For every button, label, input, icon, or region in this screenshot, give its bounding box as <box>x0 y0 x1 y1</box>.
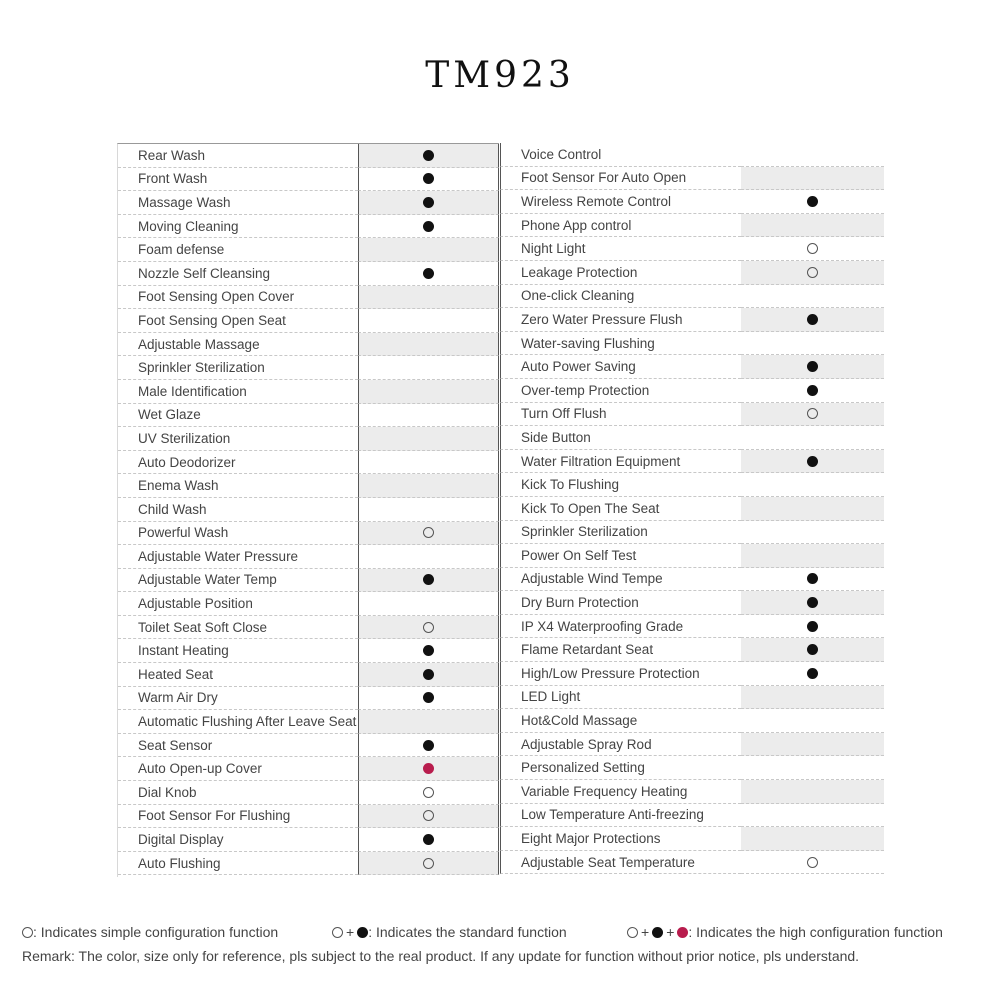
table-row <box>500 355 884 379</box>
hollow-circle-icon <box>807 408 818 419</box>
feature-label: Child Wash <box>118 498 358 522</box>
feature-mark-cell <box>358 451 499 475</box>
filled-circle-icon <box>423 645 434 656</box>
feature-label: Power On Self Test <box>500 544 741 568</box>
table-row <box>118 168 499 192</box>
plus-sign: + <box>346 924 355 940</box>
table-row <box>500 686 884 710</box>
filled-circle-icon <box>423 150 434 161</box>
feature-table-right <box>500 143 884 876</box>
table-row <box>500 733 884 757</box>
feature-label: Dry Burn Protection <box>500 591 741 615</box>
table-row <box>500 521 884 545</box>
filled-circle-icon <box>423 197 434 208</box>
feature-label: Leakage Protection <box>500 261 741 285</box>
table-row <box>118 498 499 522</box>
table-row <box>500 851 884 875</box>
table-row <box>500 143 884 167</box>
legend <box>22 924 982 964</box>
plus-sign: + <box>666 924 675 940</box>
table-row <box>118 592 499 616</box>
filled-circle-icon <box>423 740 434 751</box>
feature-label: Warm Air Dry <box>118 687 358 711</box>
feature-mark-cell <box>741 709 884 733</box>
table-row <box>118 710 499 734</box>
filled-circle-icon <box>423 692 434 703</box>
filled-circle-icon <box>652 927 663 938</box>
feature-label: Adjustable Water Temp <box>118 569 358 593</box>
feature-label: Adjustable Position <box>118 592 358 616</box>
table-row <box>118 639 499 663</box>
feature-label: Voice Control <box>500 143 741 167</box>
feature-label: Male Identification <box>118 380 358 404</box>
table-row <box>500 473 884 497</box>
feature-mark-cell <box>741 615 884 639</box>
table-row <box>118 380 499 404</box>
table-row <box>500 756 884 780</box>
feature-label: Turn Off Flush <box>500 403 741 427</box>
feature-label: LED Light <box>500 686 741 710</box>
legend-line <box>22 924 982 946</box>
hollow-circle-icon <box>332 927 343 938</box>
feature-label: Zero Water Pressure Flush <box>500 308 741 332</box>
table-row <box>118 356 499 380</box>
feature-mark-cell <box>358 757 499 781</box>
feature-mark-cell <box>741 756 884 780</box>
feature-mark-cell <box>358 286 499 310</box>
feature-mark-cell <box>741 190 884 214</box>
feature-mark-cell <box>741 214 884 238</box>
feature-mark-cell <box>358 191 499 215</box>
table-row <box>118 404 499 428</box>
filled-circle-icon <box>807 597 818 608</box>
feature-mark-cell <box>358 639 499 663</box>
feature-label: Foot Sensing Open Seat <box>118 309 358 333</box>
table-row <box>118 781 499 805</box>
filled-circle-icon <box>423 268 434 279</box>
feature-label: Adjustable Wind Tempe <box>500 568 741 592</box>
feature-label: Instant Heating <box>118 639 358 663</box>
feature-mark-cell <box>741 308 884 332</box>
table-row <box>118 828 499 852</box>
table-row <box>500 426 884 450</box>
feature-mark-cell <box>358 262 499 286</box>
table-row <box>500 804 884 828</box>
table-row <box>500 568 884 592</box>
feature-label: Auto Open-up Cover <box>118 757 358 781</box>
feature-mark-cell <box>358 404 499 428</box>
table-row <box>500 544 884 568</box>
feature-mark-cell <box>741 403 884 427</box>
feature-label: Auto Power Saving <box>500 355 741 379</box>
table-row <box>500 190 884 214</box>
feature-label: Low Temperature Anti-freezing <box>500 804 741 828</box>
table-row <box>118 616 499 640</box>
hollow-circle-icon <box>627 927 638 938</box>
feature-label: Adjustable Seat Temperature <box>500 851 741 875</box>
table-row <box>500 709 884 733</box>
feature-mark-cell <box>741 591 884 615</box>
table-row <box>500 167 884 191</box>
feature-label: Sprinkler Sterilization <box>500 521 741 545</box>
legend-standard-text: : Indicates the standard function <box>368 924 567 940</box>
table-row <box>500 214 884 238</box>
table-row <box>118 687 499 711</box>
feature-mark-cell <box>741 827 884 851</box>
table-row <box>500 261 884 285</box>
feature-label: Adjustable Water Pressure <box>118 545 358 569</box>
feature-mark-cell <box>741 473 884 497</box>
legend-high-text: : Indicates the high configuration function <box>688 924 943 940</box>
plus-sign: + <box>641 924 650 940</box>
feature-mark-cell <box>741 662 884 686</box>
feature-label: High/Low Pressure Protection <box>500 662 741 686</box>
feature-mark-cell <box>358 333 499 357</box>
feature-label: Automatic Flushing After Leave Seat <box>118 710 358 734</box>
table-row <box>118 427 499 451</box>
table-row <box>500 285 884 309</box>
filled-circle-icon <box>807 573 818 584</box>
feature-mark-cell <box>741 497 884 521</box>
feature-label: Foot Sensor For Flushing <box>118 805 358 829</box>
feature-label: Adjustable Massage <box>118 333 358 357</box>
feature-mark-cell <box>741 638 884 662</box>
table-row <box>500 497 884 521</box>
filled-circle-icon <box>423 173 434 184</box>
feature-mark-cell <box>358 805 499 829</box>
feature-label: Water-saving Flushing <box>500 332 741 356</box>
feature-mark-cell <box>741 568 884 592</box>
feature-mark-cell <box>741 261 884 285</box>
feature-mark-cell <box>358 663 499 687</box>
feature-label: Flame Retardant Seat <box>500 638 741 662</box>
feature-label: Nozzle Self Cleansing <box>118 262 358 286</box>
feature-mark-cell <box>358 828 499 852</box>
feature-mark-cell <box>358 781 499 805</box>
table-row <box>118 262 499 286</box>
table-row <box>500 237 884 261</box>
table-row <box>500 591 884 615</box>
feature-label: Phone App control <box>500 214 741 238</box>
table-row <box>118 309 499 333</box>
red-circle-icon <box>423 763 434 774</box>
feature-mark-cell <box>741 521 884 545</box>
feature-label: Foot Sensing Open Cover <box>118 286 358 310</box>
feature-mark-cell <box>358 168 499 192</box>
table-row <box>118 522 499 546</box>
table-row <box>118 215 499 239</box>
hollow-circle-icon <box>807 857 818 868</box>
table-row <box>118 663 499 687</box>
feature-mark-cell <box>358 687 499 711</box>
feature-mark-cell <box>358 592 499 616</box>
table-row <box>118 545 499 569</box>
feature-mark-cell <box>741 237 884 261</box>
table-row <box>118 757 499 781</box>
table-row <box>500 403 884 427</box>
feature-mark-cell <box>358 710 499 734</box>
table-row <box>118 569 499 593</box>
filled-circle-icon <box>423 834 434 845</box>
feature-mark-cell <box>741 332 884 356</box>
filled-circle-icon <box>807 314 818 325</box>
feature-mark-cell <box>358 215 499 239</box>
feature-label: Rear Wash <box>118 144 358 168</box>
feature-label: Wireless Remote Control <box>500 190 741 214</box>
feature-mark-cell <box>741 450 884 474</box>
hollow-circle-icon <box>423 787 434 798</box>
feature-label: Foot Sensor For Auto Open <box>500 167 741 191</box>
filled-circle-icon <box>423 574 434 585</box>
feature-mark-cell <box>741 804 884 828</box>
feature-mark-cell <box>358 144 499 168</box>
hollow-circle-icon <box>423 810 434 821</box>
feature-mark-cell <box>741 167 884 191</box>
red-circle-icon <box>677 927 688 938</box>
feature-label: Heated Seat <box>118 663 358 687</box>
feature-label: Front Wash <box>118 168 358 192</box>
table-row <box>500 308 884 332</box>
legend-simple <box>22 924 278 940</box>
table-row <box>500 662 884 686</box>
feature-label: Moving Cleaning <box>118 215 358 239</box>
filled-circle-icon <box>807 456 818 467</box>
feature-mark-cell <box>358 238 499 262</box>
feature-label: Digital Display <box>118 828 358 852</box>
table-row <box>500 638 884 662</box>
feature-mark-cell <box>741 355 884 379</box>
table-row <box>118 144 499 168</box>
feature-label: Adjustable Spray Rod <box>500 733 741 757</box>
feature-label: Toilet Seat Soft Close <box>118 616 358 640</box>
feature-label: Night Light <box>500 237 741 261</box>
filled-circle-icon <box>423 221 434 232</box>
table-row <box>118 805 499 829</box>
feature-label: UV Sterilization <box>118 427 358 451</box>
filled-circle-icon <box>807 668 818 679</box>
table-row <box>118 852 499 876</box>
table-row <box>118 451 499 475</box>
table-row <box>500 780 884 804</box>
table-row <box>118 238 499 262</box>
feature-table-left <box>117 143 499 877</box>
filled-circle-icon <box>357 927 368 938</box>
hollow-circle-icon <box>807 267 818 278</box>
table-row <box>118 286 499 310</box>
feature-mark-cell <box>358 616 499 640</box>
feature-label: Water Filtration Equipment <box>500 450 741 474</box>
feature-label: Foam defense <box>118 238 358 262</box>
feature-mark-cell <box>741 379 884 403</box>
feature-mark-cell <box>741 285 884 309</box>
filled-circle-icon <box>423 669 434 680</box>
feature-mark-cell <box>358 356 499 380</box>
legend-standard <box>332 924 567 940</box>
filled-circle-icon <box>807 196 818 207</box>
hollow-circle-icon <box>423 527 434 538</box>
table-row <box>118 474 499 498</box>
feature-label: Auto Deodorizer <box>118 451 358 475</box>
feature-label: Seat Sensor <box>118 734 358 758</box>
feature-label: Wet Glaze <box>118 404 358 428</box>
feature-label: Dial Knob <box>118 781 358 805</box>
filled-circle-icon <box>807 644 818 655</box>
table-row <box>500 379 884 403</box>
filled-circle-icon <box>807 361 818 372</box>
remark-text: Remark: The color, size only for reference, pls subject to the real product. If any update for function without prior notice, pls understand. <box>22 948 860 964</box>
table-row <box>500 450 884 474</box>
table-row <box>118 333 499 357</box>
feature-mark-cell <box>741 733 884 757</box>
hollow-circle-icon <box>22 927 33 938</box>
feature-mark-cell <box>741 426 884 450</box>
feature-mark-cell <box>741 686 884 710</box>
feature-label: Side Button <box>500 426 741 450</box>
feature-mark-cell <box>358 380 499 404</box>
feature-label: One-click Cleaning <box>500 285 741 309</box>
feature-label: Massage Wash <box>118 191 358 215</box>
legend-simple-text: : Indicates simple configuration function <box>33 924 279 940</box>
feature-mark-cell <box>358 498 499 522</box>
filled-circle-icon <box>807 385 818 396</box>
feature-label: Kick To Flushing <box>500 473 741 497</box>
feature-mark-cell <box>741 851 884 875</box>
feature-mark-cell <box>741 544 884 568</box>
feature-label: Hot&Cold Massage <box>500 709 741 733</box>
table-row <box>500 332 884 356</box>
feature-mark-cell <box>358 569 499 593</box>
feature-mark-cell <box>741 143 884 167</box>
filled-circle-icon <box>807 621 818 632</box>
feature-mark-cell <box>358 309 499 333</box>
feature-label: Variable Frequency Heating <box>500 780 741 804</box>
feature-mark-cell <box>358 427 499 451</box>
hollow-circle-icon <box>423 622 434 633</box>
feature-label: IP X4 Waterproofing Grade <box>500 615 741 639</box>
hollow-circle-icon <box>807 243 818 254</box>
feature-mark-cell <box>358 522 499 546</box>
table-row <box>500 615 884 639</box>
feature-label: Powerful Wash <box>118 522 358 546</box>
feature-label: Kick To Open The Seat <box>500 497 741 521</box>
feature-mark-cell <box>358 545 499 569</box>
feature-label: Enema Wash <box>118 474 358 498</box>
table-row <box>118 191 499 215</box>
model-title: TM923 <box>425 55 575 96</box>
feature-mark-cell <box>358 474 499 498</box>
feature-label: Eight Major Protections <box>500 827 741 851</box>
hollow-circle-icon <box>423 858 434 869</box>
feature-label: Personalized Setting <box>500 756 741 780</box>
feature-label: Sprinkler Sterilization <box>118 356 358 380</box>
feature-mark-cell <box>741 780 884 804</box>
feature-mark-cell <box>358 852 499 876</box>
feature-label: Auto Flushing <box>118 852 358 876</box>
legend-high <box>627 924 943 940</box>
table-row <box>118 734 499 758</box>
feature-mark-cell <box>358 734 499 758</box>
feature-label: Over-temp Protection <box>500 379 741 403</box>
table-row <box>500 827 884 851</box>
